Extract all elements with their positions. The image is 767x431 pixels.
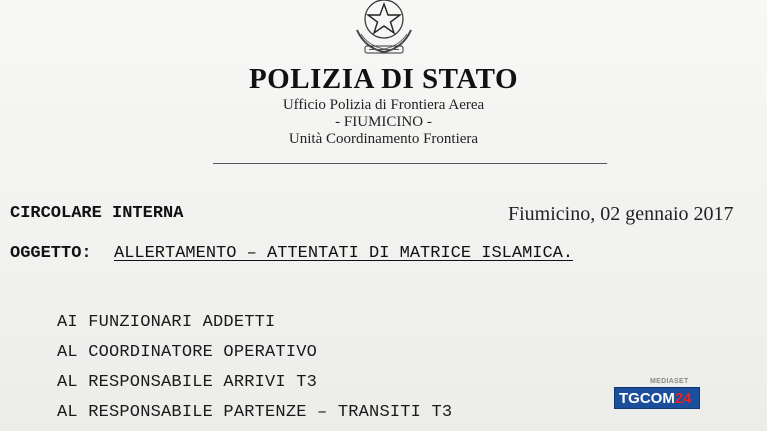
page-title: POLIZIA DI STATO — [248, 63, 519, 95]
circular-date: Fiumicino, 02 gennaio 2017 — [508, 203, 734, 225]
subject-text: ALLERTAMENTO – ATTENTATI DI MATRICE ISLAMICA. — [114, 244, 574, 263]
broadcaster-group: MEDIASET — [650, 378, 689, 385]
recipient-item: AL COORDINATORE OPERATIVO — [57, 343, 318, 362]
circular-type: CIRCOLARE INTERNA — [10, 204, 184, 223]
office-location: - FIUMICINO - — [335, 114, 432, 130]
office-unit: Unità Coordinamento Frontiera — [288, 131, 479, 147]
header-divider — [213, 163, 607, 164]
office-name: Ufficio Polizia di Frontiera Aerea — [282, 97, 485, 113]
recipient-item: AL RESPONSABILE ARRIVI T3 — [57, 373, 318, 392]
broadcaster-name-part1: TGCOM — [619, 390, 675, 407]
italian-republic-emblem-icon — [345, 0, 423, 58]
subject-label: OGGETTO: — [10, 244, 92, 263]
broadcaster-name-part2: 24 — [674, 390, 692, 407]
recipient-item: AI FUNZIONARI ADDETTI — [57, 313, 276, 332]
recipient-item: AL RESPONSABILE PARTENZE – TRANSITI T3 — [57, 403, 453, 422]
broadcaster-name — [614, 387, 700, 409]
broadcaster-logo — [614, 378, 702, 412]
